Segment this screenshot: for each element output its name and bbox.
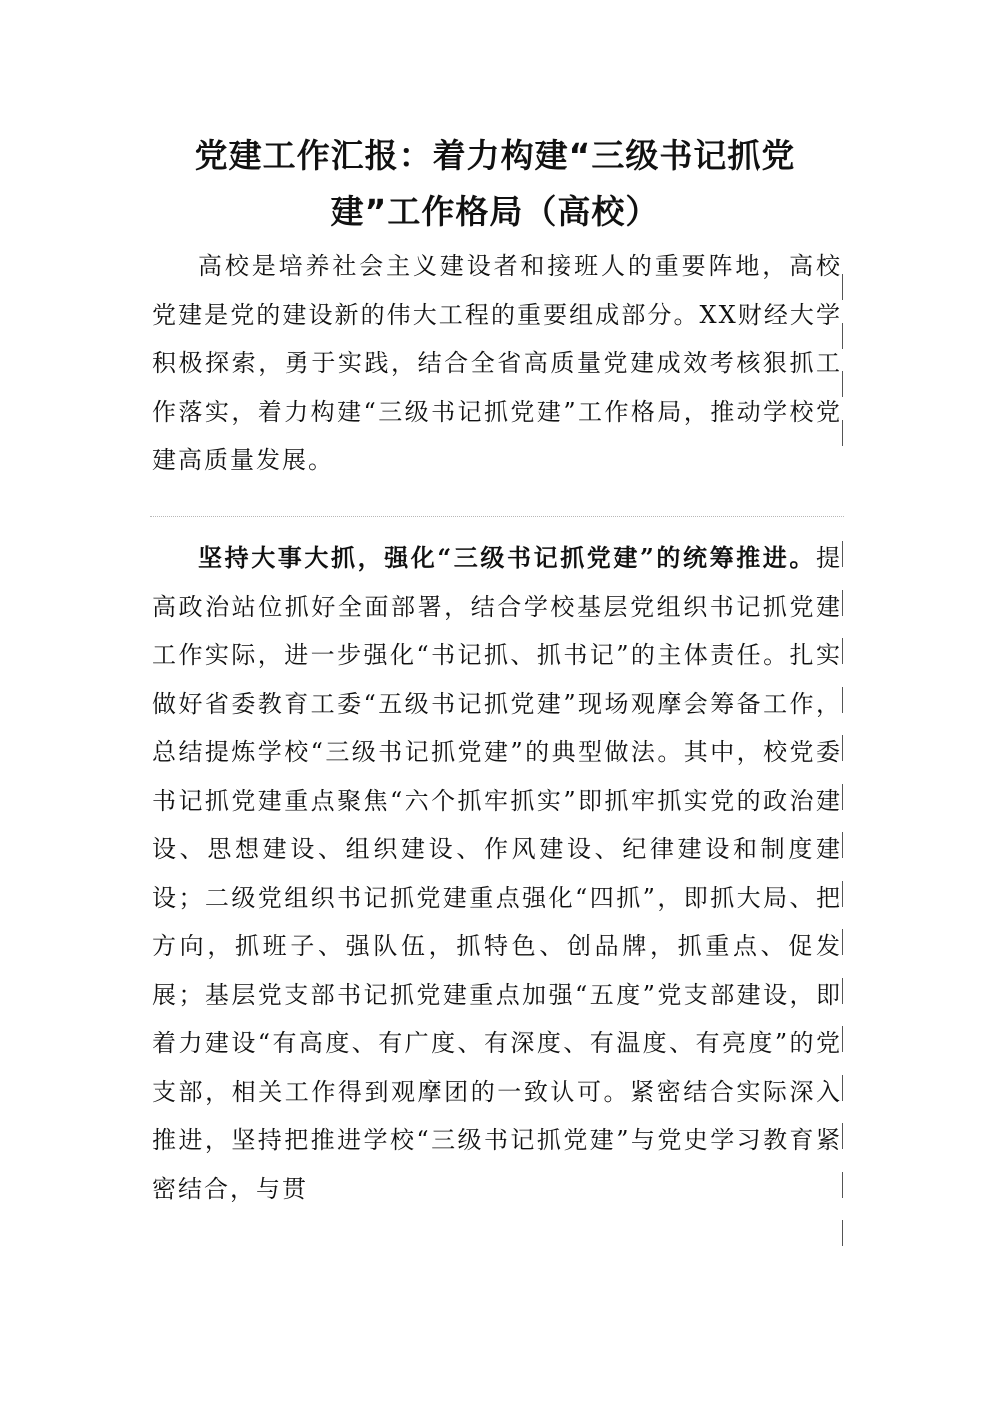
margin-mark — [842, 590, 843, 616]
margin-mark — [842, 638, 843, 664]
section-divider — [150, 516, 844, 517]
section1-paragraph — [152, 534, 842, 1213]
margin-mark — [842, 1075, 843, 1101]
margin-mark — [842, 1123, 843, 1149]
margin-mark — [842, 541, 843, 567]
intro-paragraph: 高校是培养社会主义建设者和接班人的重要阵地，高校党建是党的建设新的伟大工程的重要组成部分。XX财经大学积极探索，勇于实践，结合全省高质量党建成效考核狠抓工作落实，着力构建“三级书记抓党建”工作格局，推动学校党建高质量发展。 — [152, 252, 842, 474]
margin-mark — [842, 1220, 843, 1246]
margin-mark — [842, 1172, 843, 1198]
section1-body: 提高政治站位抓好全面部署，结合学校基层党组织书记抓党建工作实际，进一步强化“书记抓、抓书记”的主体责任。扎实做好省委教育工委“五级书记抓党建”现场观摩会筹备工作，总结提炼学校“三级书记抓党建”的典型做法。其中，校党委书记抓党建重点聚焦“六个抓牢抓实”即抓牢抓实党的政治建设、思想建设、组织建设、作风建设、纪律建设和制度建设；二级党组织书记抓党建重点强化“四抓”，即抓大局、把方向，抓班子、强队伍，抓特色、创品牌，抓重点、促发展；基层党支部书记抓党建重点加强“五度”党支部建设，即着力建设“有高度、有广度、有深度、有温度、有亮度”的党支部，相关工作得到观摩团的一致认可。紧密结合实际深入推进，坚持把推进学校“三级书记抓党建”与党史学习教育紧密结合，与贯 — [152, 544, 842, 1203]
margin-mark — [842, 978, 843, 1004]
section1-heading: 坚持大事大抓，强化“三级书记抓党建”的统筹推进。 — [198, 543, 816, 572]
margin-mark — [842, 274, 843, 300]
margin-mark — [842, 420, 843, 446]
margin-mark — [842, 687, 843, 713]
margin-mark — [842, 929, 843, 955]
margin-mark — [842, 784, 843, 810]
margin-mark — [842, 371, 843, 397]
document-title: 党建工作汇报：着力构建“三级书记抓党建”工作格局（高校） — [194, 136, 796, 231]
margin-mark — [842, 323, 843, 349]
margin-mark — [842, 1026, 843, 1052]
margin-mark — [842, 881, 843, 907]
margin-mark — [842, 735, 843, 761]
margin-mark — [842, 832, 843, 858]
